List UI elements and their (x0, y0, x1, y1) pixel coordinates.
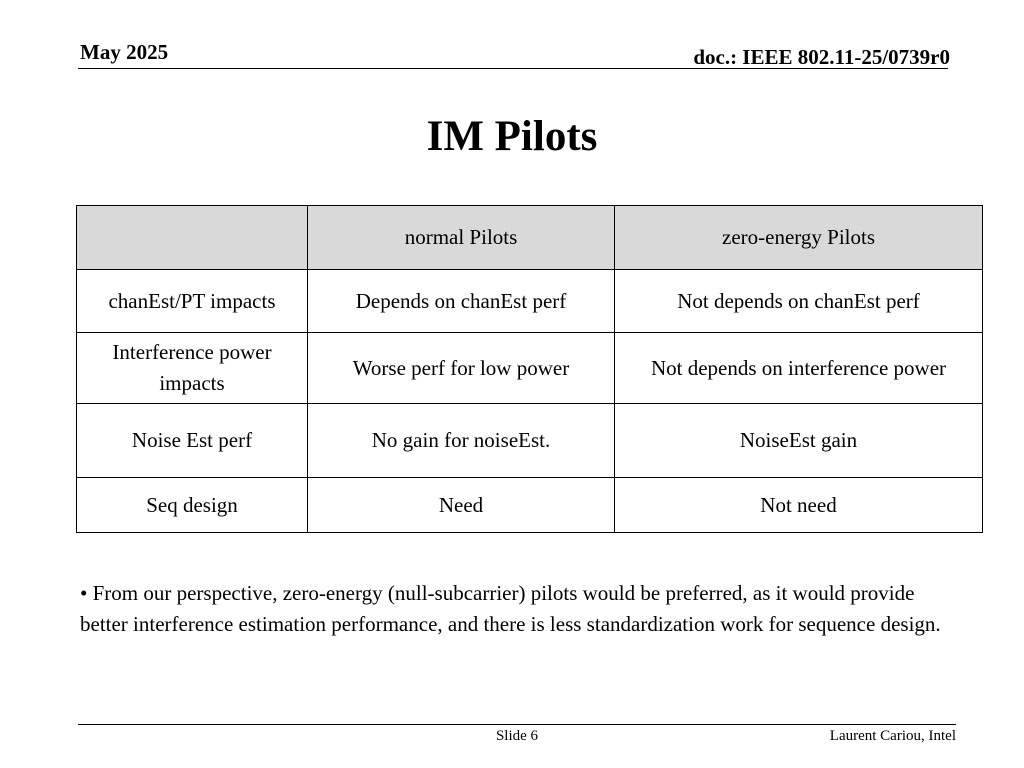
zero-energy-pilots-cell: Not depends on interference power (615, 333, 983, 404)
zero-energy-pilots-cell: Not need (615, 478, 983, 533)
header-divider (78, 68, 948, 69)
row-label: Interference power impacts (77, 333, 308, 404)
row-label: chanEst/PT impacts (77, 270, 308, 333)
table-row (77, 270, 983, 333)
table-header-row (77, 206, 983, 270)
table-row (77, 333, 983, 404)
table-row (77, 404, 983, 478)
bullet-point (80, 578, 960, 640)
zero-energy-pilots-cell: Not depends on chanEst perf (615, 270, 983, 333)
bullet-text: From our perspective, zero-energy (null-subcarrier) pilots would be preferred, as it would provide better interference estimation performance, and there is less standardization work for sequence design. (80, 581, 941, 636)
normal-pilots-cell: No gain for noiseEst. (308, 404, 615, 478)
row-label: Noise Est perf (77, 404, 308, 478)
normal-pilots-cell: Depends on chanEst perf (308, 270, 615, 333)
table-header-normal-pilots: normal Pilots (308, 206, 615, 270)
table-header-zero-energy-pilots: zero-energy Pilots (615, 206, 983, 270)
slide-title: IM Pilots (426, 113, 598, 160)
comparison-table (76, 205, 983, 533)
footer-author: Laurent Cariou, Intel (829, 728, 956, 744)
header-date: May 2025 (80, 40, 169, 64)
row-label: Seq design (77, 478, 308, 533)
zero-energy-pilots-cell: NoiseEst gain (615, 404, 983, 478)
slide-number: Slide 6 (495, 728, 539, 744)
footer-divider (78, 724, 956, 725)
table-header-empty (77, 206, 308, 270)
bullet-marker: • (80, 581, 88, 605)
table-row (77, 478, 983, 533)
normal-pilots-cell: Worse perf for low power (308, 333, 615, 404)
normal-pilots-cell: Need (308, 478, 615, 533)
header-doc-id: doc.: IEEE 802.11-25/0739r0 (693, 45, 950, 69)
